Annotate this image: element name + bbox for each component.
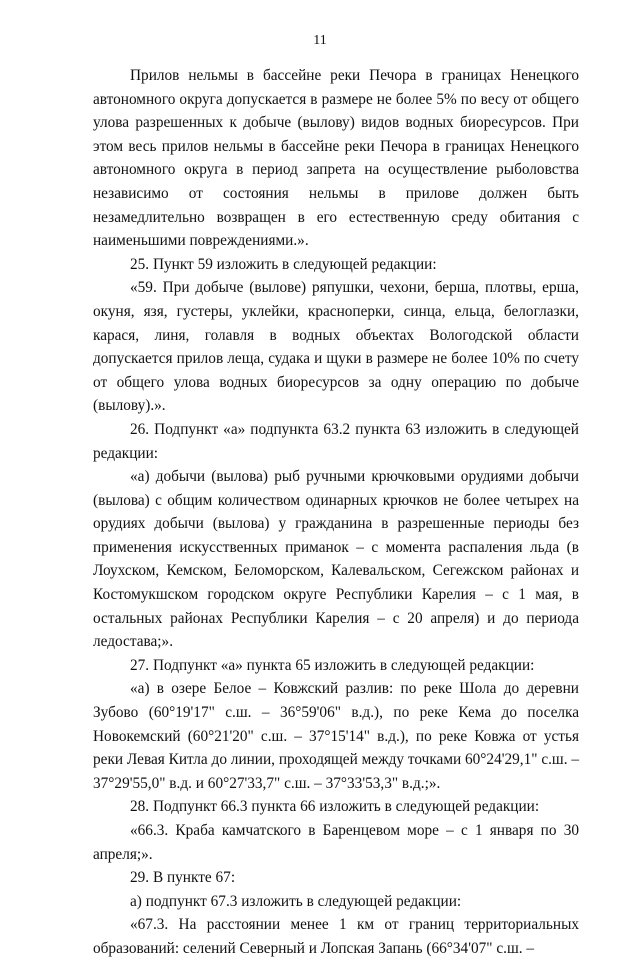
paragraph-item-25: 25. Пункт 59 изложить в следующей редакции: [130,255,437,273]
paragraph-point-67-3: «67.3. На расстоянии менее 1 км от границ территориальных образований: селений Северный и Лопская Запань (66°34'07" с.ш. – [93,916,579,957]
paragraph-item-28: 28. Подпункт 66.3 пункта 66 изложить в следующей редакции: [130,798,540,816]
document-body [93,64,579,961]
paragraph-lake-beloe: «а) в озере Белое – Ковжский разлив: по реке Шола до деревни Зубово (60°19'17" с.ш. – 36°59'06" в.д.), по реке Кема до поселка Новокемский (60°21'20" с.ш. – 37°15'14" в.д.), по реке Ковжа от устья реки Левая Китла до линии, проходящей между точками 60°24'29,1" с.ш. – 37°29'55,0" в.д. и 60°27'33,7" с.ш. – 37°33'53,3" в.д.;». [93,680,580,792]
paragraph-item-26: 26. Подпункт «а» подпункта 63.2 пункта 63 изложить в следующей редакции: [93,420,579,462]
paragraph-nelma-bycatch: Прилов нельмы в бассейне реки Печора в границах Ненецкого автономного округа допускается в размере не более 5% по весу от общего улова разрешенных к добыче (вылову) видов водных биоресурсов. При этом весь прилов нельмы в бассейне реки Печора в границах Ненецкого автономного округа в период запрета на осуществление рыболовства независимо от состояния нельмы в прилове должен быть незамедлительно возвращен в его естественную среду обитания с наименьшими повреждениями.». [93,67,579,250]
paragraph-point-59: «59. При добыче (вылове) ряпушки, чехони, берша, плотвы, ерша, окуня, язя, густеры, уклейки, красноперки, синца, ельца, белоглазки, карася, линя, голавля в водных объектах Вологодской области допускается прилов леща, судака и щуки в размере не более 10% по счету от общего улова водных биоресурсов за одну операцию по добыче (вылову).». [93,279,579,415]
paragraph-point-66-3: «66.3. Краба камчатского в Баренцевом море – с 1 января по 30 апреля;». [93,822,579,863]
paragraph-item-29: 29. В пункте 67: [130,869,236,887]
page-number: 11 [313,33,327,48]
paragraph-item-27: 27. Подпункт «а» пункта 65 изложить в следующей редакции: [130,656,535,674]
paragraph-subpoint-a-fishing: «а) добычи (вылова) рыб ручными крючковыми орудиями добычи (вылова) с общим количеством одинарных крючков не более четырех на орудиях добычи (вылова) у гражданина в разрешенные периоды без применения искусственных приманок – с момента распаления льда (в Лоухском, Кемском, Беломорском, Калевальском, Сегежском районах и Костомукшском городском округе Республики Карелия – с 1 мая, в остальных районах Республики Карелия – с 20 апреля) и до периода ледостава;». [93,468,579,651]
paragraph-subpoint-67-3: а) подпункт 67.3 изложить в следующей редакции: [130,892,462,910]
